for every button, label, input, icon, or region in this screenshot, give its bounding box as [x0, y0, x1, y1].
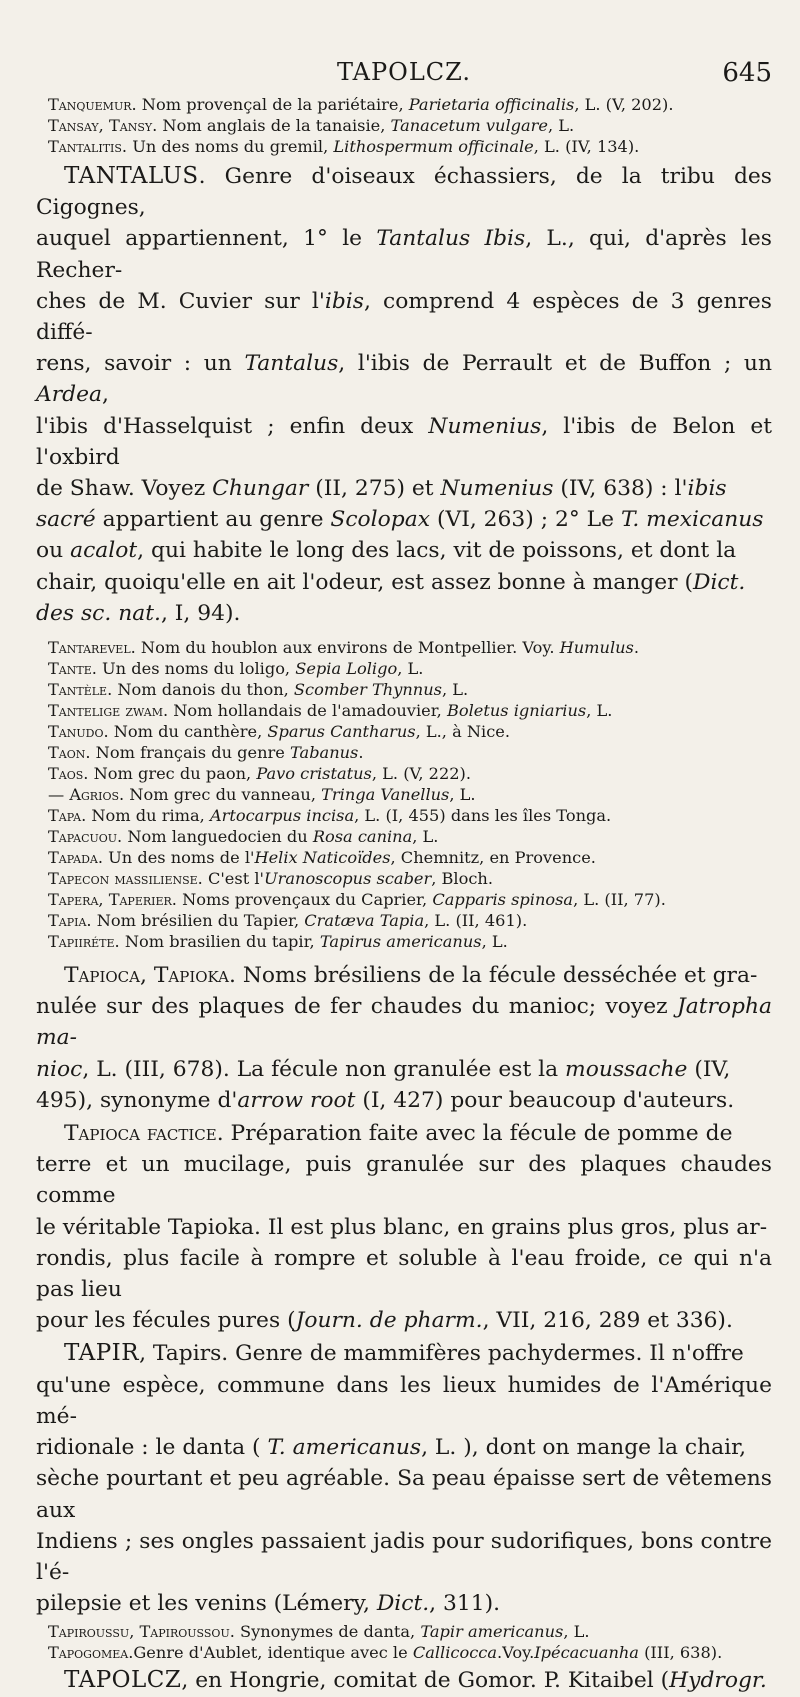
entry: Tantarevel. Nom du houblon aux environs de Montpellier. Voy. Humulus.: [48, 638, 640, 658]
entries-group-2: [36, 637, 772, 952]
entry: Tapiiréte. Nom brasilien du tapir, Tapirus americanus, L.: [48, 932, 508, 952]
headword: Tantarevel.: [48, 638, 136, 658]
headword: Tantelige zwam.: [48, 701, 169, 721]
running-head: TAPOLCZ.: [336, 58, 472, 86]
entry: Tapogomea.Genre d'Aublet, identique avec le Callicocca.Voy.Ipécacuanha (III, 638).: [48, 1643, 723, 1663]
headword: TAPIR: [64, 1340, 140, 1367]
entry: Tanquemur. Nom provençal de la pariétaire, Parietaria officinalis, L. (V, 202).: [48, 95, 674, 114]
headword: Tapera, Taperier.: [48, 890, 177, 910]
headword: Tantèle.: [48, 680, 113, 700]
headword: Tapiiréte.: [48, 932, 120, 952]
headword: Taon.: [48, 743, 91, 763]
entry-tapioca-factice: Tapioca factice. Préparation faite avec la fécule de pomme de terre et un mucilage, puis granulée sur des plaques chaudes comme le véritable Tapioka. Il est plus blanc, en grains plus gros, plus ar- rondis, plus facile à rompre et soluble à l'eau froide, ce qui n'a pas lieu pour les fécules pures (Journ. de pharm., VII, 216, 289 et 336).: [36, 1121, 772, 1334]
headword: Tapia.: [48, 911, 92, 931]
entry: Tapiroussu, Tapiroussou. Synonymes de danta, Tapir americanus, L.: [48, 1622, 590, 1642]
entry: Tanudo. Nom du canthère, Sparus Cantharus, L., à Nice.: [48, 722, 511, 742]
headword: Tapioca, Tapioka.: [64, 963, 236, 989]
headword: Tapiroussu, Tapiroussou.: [48, 1622, 235, 1642]
entry-tapolcz: TAPOLCZ, en Hongrie, comitat de Gomor. P. Kitaibel (Hydrogr.: [64, 1667, 767, 1694]
entry: Tapecon massiliense. C'est l'Uranoscopus scaber, Bloch.: [48, 869, 493, 889]
headword: Tapogomea.: [48, 1643, 134, 1663]
entries-group-3: [36, 1621, 772, 1663]
headword: — Agrios.: [48, 785, 125, 805]
entry: Tantelige zwam. Nom hollandais de l'amadouvier, Boletus igniarius, L.: [48, 701, 613, 721]
entry-tapir: TAPIR, Tapirs. Genre de mammifères pachydermes. Il n'offre qu'une espèce, commune dans les lieux humides de l'Amérique mé- ridionale : le danta ( T. americanus, L. ), dont on mange la chair, sèche pourtant et peu agréable. Sa peau épaisse sert de vêtemens aux Indiens ; ses ongles passaient jadis pour sudorifiques, bons contre l'é- pilepsie et les venins (Lémery, Dict., 311).: [36, 1340, 772, 1617]
entry: Taos. Nom grec du paon, Pavo cristatus, L. (V, 222).: [48, 764, 472, 784]
entry: Tante. Un des noms du loligo, Sepia Loligo, L.: [48, 659, 424, 679]
entry: Tapa. Nom du rima, Artocarpus incisa, L. (I, 455) dans les îles Tonga.: [48, 806, 612, 826]
headword: Tanudo.: [48, 722, 109, 742]
entry: Taon. Nom français du genre Tabanus.: [48, 743, 364, 763]
headword: Tantalitis.: [48, 137, 128, 156]
entry-tantalus: TANTALUS. Genre d'oiseaux échassiers, de la tribu des Cigognes, auquel appartiennent, 1° le Tantalus Ibis, L., qui, d'après les Recher- ches de M. Cuvier sur l'ibis, comprend 4 espèces de 3 genres diffé- rens, savoir : un Tantalus, l'ibis de Perrault et de Buffon ; un Ardea, l'ibis d'Hasselquist ; enfin deux Numenius, l'ibis de Belon et l'oxbird de Shaw. Voyez Chungar (II, 275) et Numenius (IV, 638) : l'ibis sacré appartient au genre Scolopax (VI, 263) ; 2° Le T. mexicanus ou acalot, qui habite le long des lacs, vit de poissons, et dont la chair, quoiqu'elle en ait l'odeur, est assez bonne à manger (Dict. des sc. nat., I, 94).: [36, 163, 773, 626]
headword: Tapacuou.: [48, 827, 123, 847]
headword: Tansay, Tansy.: [48, 116, 158, 135]
entry: Tantèle. Nom danois du thon, Scomber Thynnus, L.: [48, 680, 469, 700]
headword: Tapioca factice.: [64, 1121, 224, 1147]
headword: Tanquemur.: [48, 95, 137, 114]
entry: Tapia. Nom brésilien du Tapier, Cratæva Tapia, L. (II, 461).: [48, 911, 528, 931]
entry: — Agrios. Nom grec du vanneau, Tringa Vanellus, L.: [48, 785, 476, 805]
entry: Tapacuou. Nom languedocien du Rosa canina, L.: [48, 827, 439, 847]
headword: Tapecon massiliense.: [48, 869, 203, 889]
headword: Tapada.: [48, 848, 103, 868]
headword: Tapa.: [48, 806, 87, 826]
page-header: [36, 58, 772, 94]
entry: Tantalitis. Un des noms du gremil, Lithospermum officinale, L. (IV, 134).: [48, 137, 640, 156]
dictionary-page: [36, 58, 772, 1697]
headword: Taos.: [48, 764, 89, 784]
headword: TAPOLCZ: [64, 1667, 182, 1694]
page-number: 645: [722, 58, 772, 88]
entries-group-1: [36, 94, 772, 157]
headword: Tante.: [48, 659, 97, 679]
headword: TANTALUS: [64, 163, 199, 189]
entry: Tapada. Un des noms de l'Helix Naticoïdes, Chemnitz, en Provence.: [48, 848, 596, 868]
entry-tapioca: Tapioca, Tapioka. Noms brésiliens de la fécule desséchée et gra- nulée sur des plaques de fer chaudes du manioc; voyez Jatropha ma- nioc, L. (III, 678). La fécule non granulée est la moussache (IV, 495), synonyme d'arrow root (I, 427) pour beaucoup d'auteurs.: [36, 963, 772, 1113]
entry: Tansay, Tansy. Nom anglais de la tanaisie, Tanacetum vulgare, L.: [48, 116, 575, 135]
entry: Tapera, Taperier. Noms provençaux du Caprier, Capparis spinosa, L. (II, 77).: [48, 890, 666, 910]
